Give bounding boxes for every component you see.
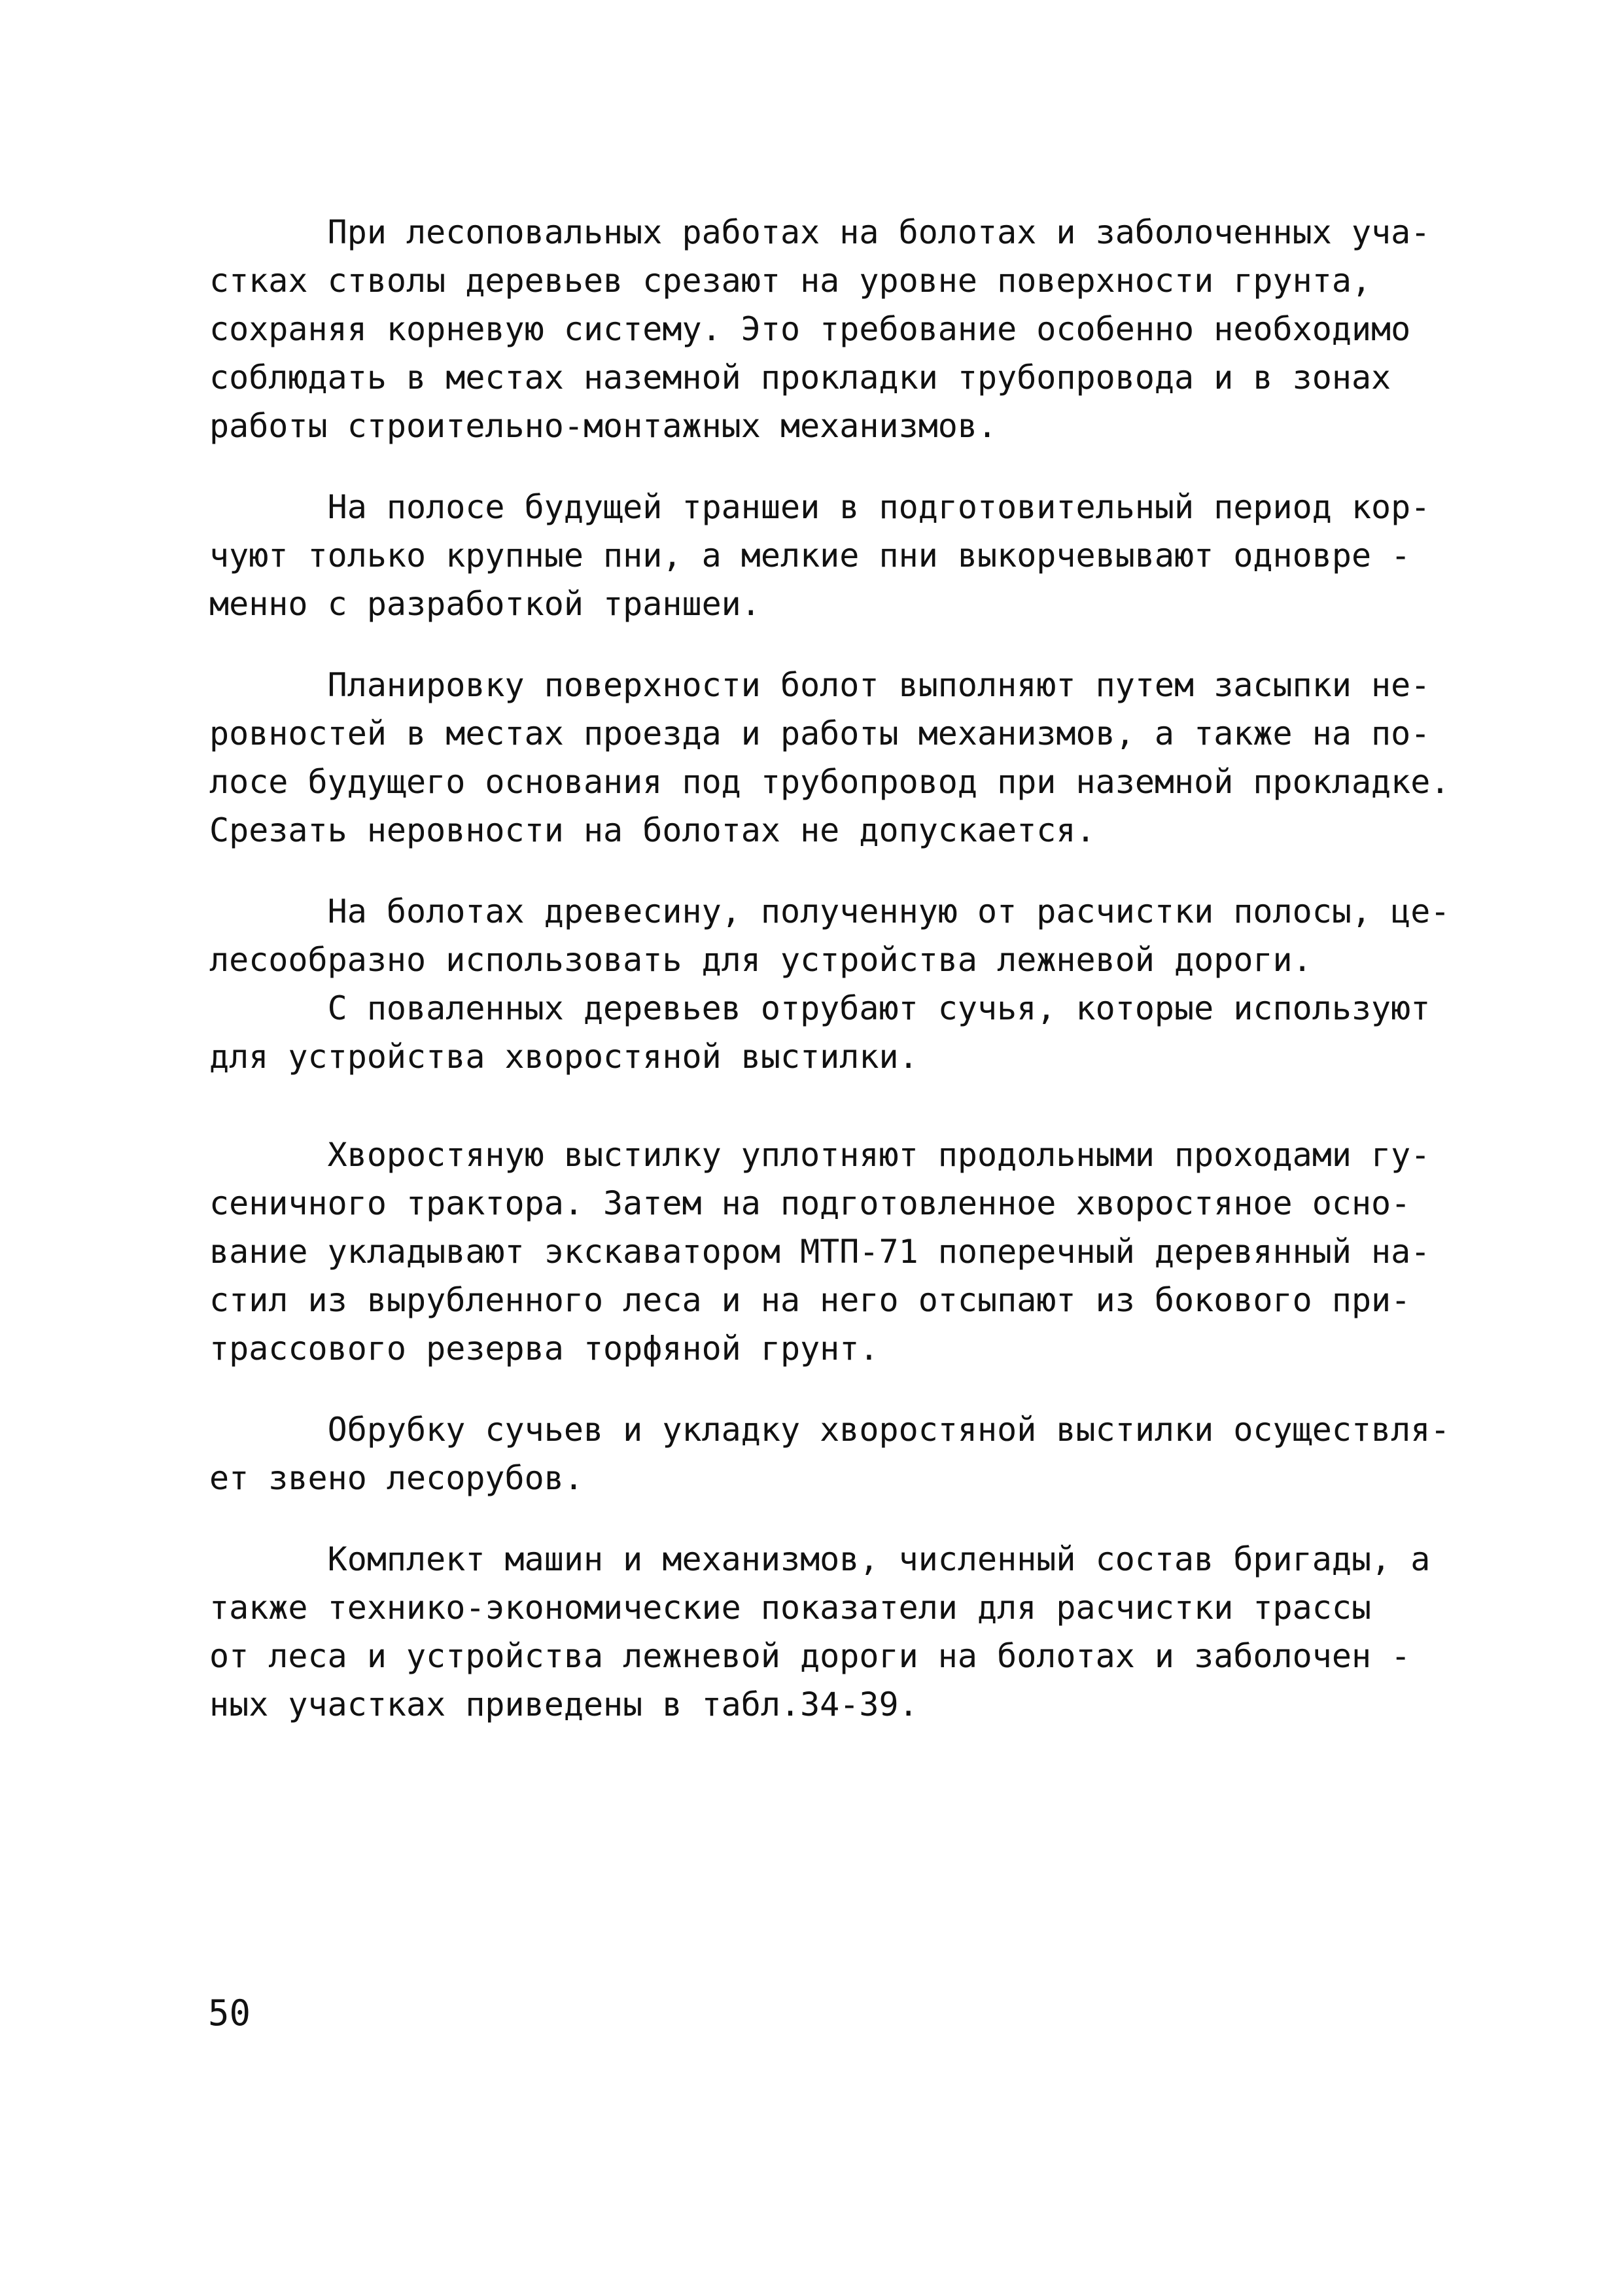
text-line: Комплект машин и механизмов, численный состав бригады, а — [209, 1540, 1431, 1578]
text-line: Обрубку сучьев и укладку хворостяной выстилки осуществля- — [209, 1411, 1450, 1449]
text-line: трассового резерва торфяной грунт. — [209, 1330, 879, 1368]
text-line: ровностей в местах проезда и работы механизмов, а также на по- — [209, 715, 1431, 752]
text-line: Планировку поверхности болот выполняют путем засыпки не- — [209, 666, 1431, 704]
text-line: соблюдать в местах наземной прокладки трубопровода и в зонах — [209, 359, 1391, 397]
text-line: лосе будущего основания под трубопровод при наземной прокладке. — [209, 763, 1450, 801]
text-line: Хворостяную выстилку уплотняют продольными проходами гу- — [209, 1136, 1431, 1174]
text-line: вание укладывают экскаватором МТП-71 поперечный деревянный на- — [209, 1233, 1431, 1271]
text-line: для устройства хворостяной выстилки. — [209, 1038, 918, 1076]
text-line: стках стволы деревьев срезают на уровне поверхности грунта, — [209, 262, 1372, 300]
text-line: от леса и устройства лежневой дороги на болотах и заболочен - — [209, 1637, 1411, 1675]
text-line: Срезать неровности на болотах не допускается. — [209, 811, 1096, 849]
text-line: При лесоповальных работах на болотах и заболоченных уча- — [209, 213, 1431, 251]
text-line: С поваленных деревьев отрубают сучья, которые используют — [209, 989, 1431, 1027]
text-line: чуют только крупные пни, а мелкие пни выкорчевывают одновре - — [209, 537, 1411, 574]
text-line: сохраняя корневую систему. Это требование особенно необходимо — [209, 310, 1411, 348]
text-line: также технико-экономические показатели для расчистки трассы — [209, 1589, 1372, 1627]
text-line: ных участках приведены в табл.34-39. — [209, 1686, 918, 1723]
text-line: менно с разработкой траншеи. — [209, 585, 761, 623]
text-line: ет звено лесорубов. — [209, 1459, 584, 1497]
text-line: сеничного трактора. Затем на подготовленное хворостяное осно- — [209, 1184, 1411, 1222]
page-number: 50 — [208, 1992, 251, 2034]
text-line: На полосе будущей траншеи в подготовительный период кор- — [209, 488, 1431, 526]
text-line: На болотах древесину, полученную от расчистки полосы, це- — [209, 892, 1450, 930]
text-line: лесообразно использовать для устройства лежневой дороги. — [209, 941, 1312, 979]
text-line: стил из вырубленного леса и на него отсыпают из бокового при- — [209, 1281, 1411, 1319]
text-line: работы строительно-монтажных механизмов. — [209, 407, 998, 445]
